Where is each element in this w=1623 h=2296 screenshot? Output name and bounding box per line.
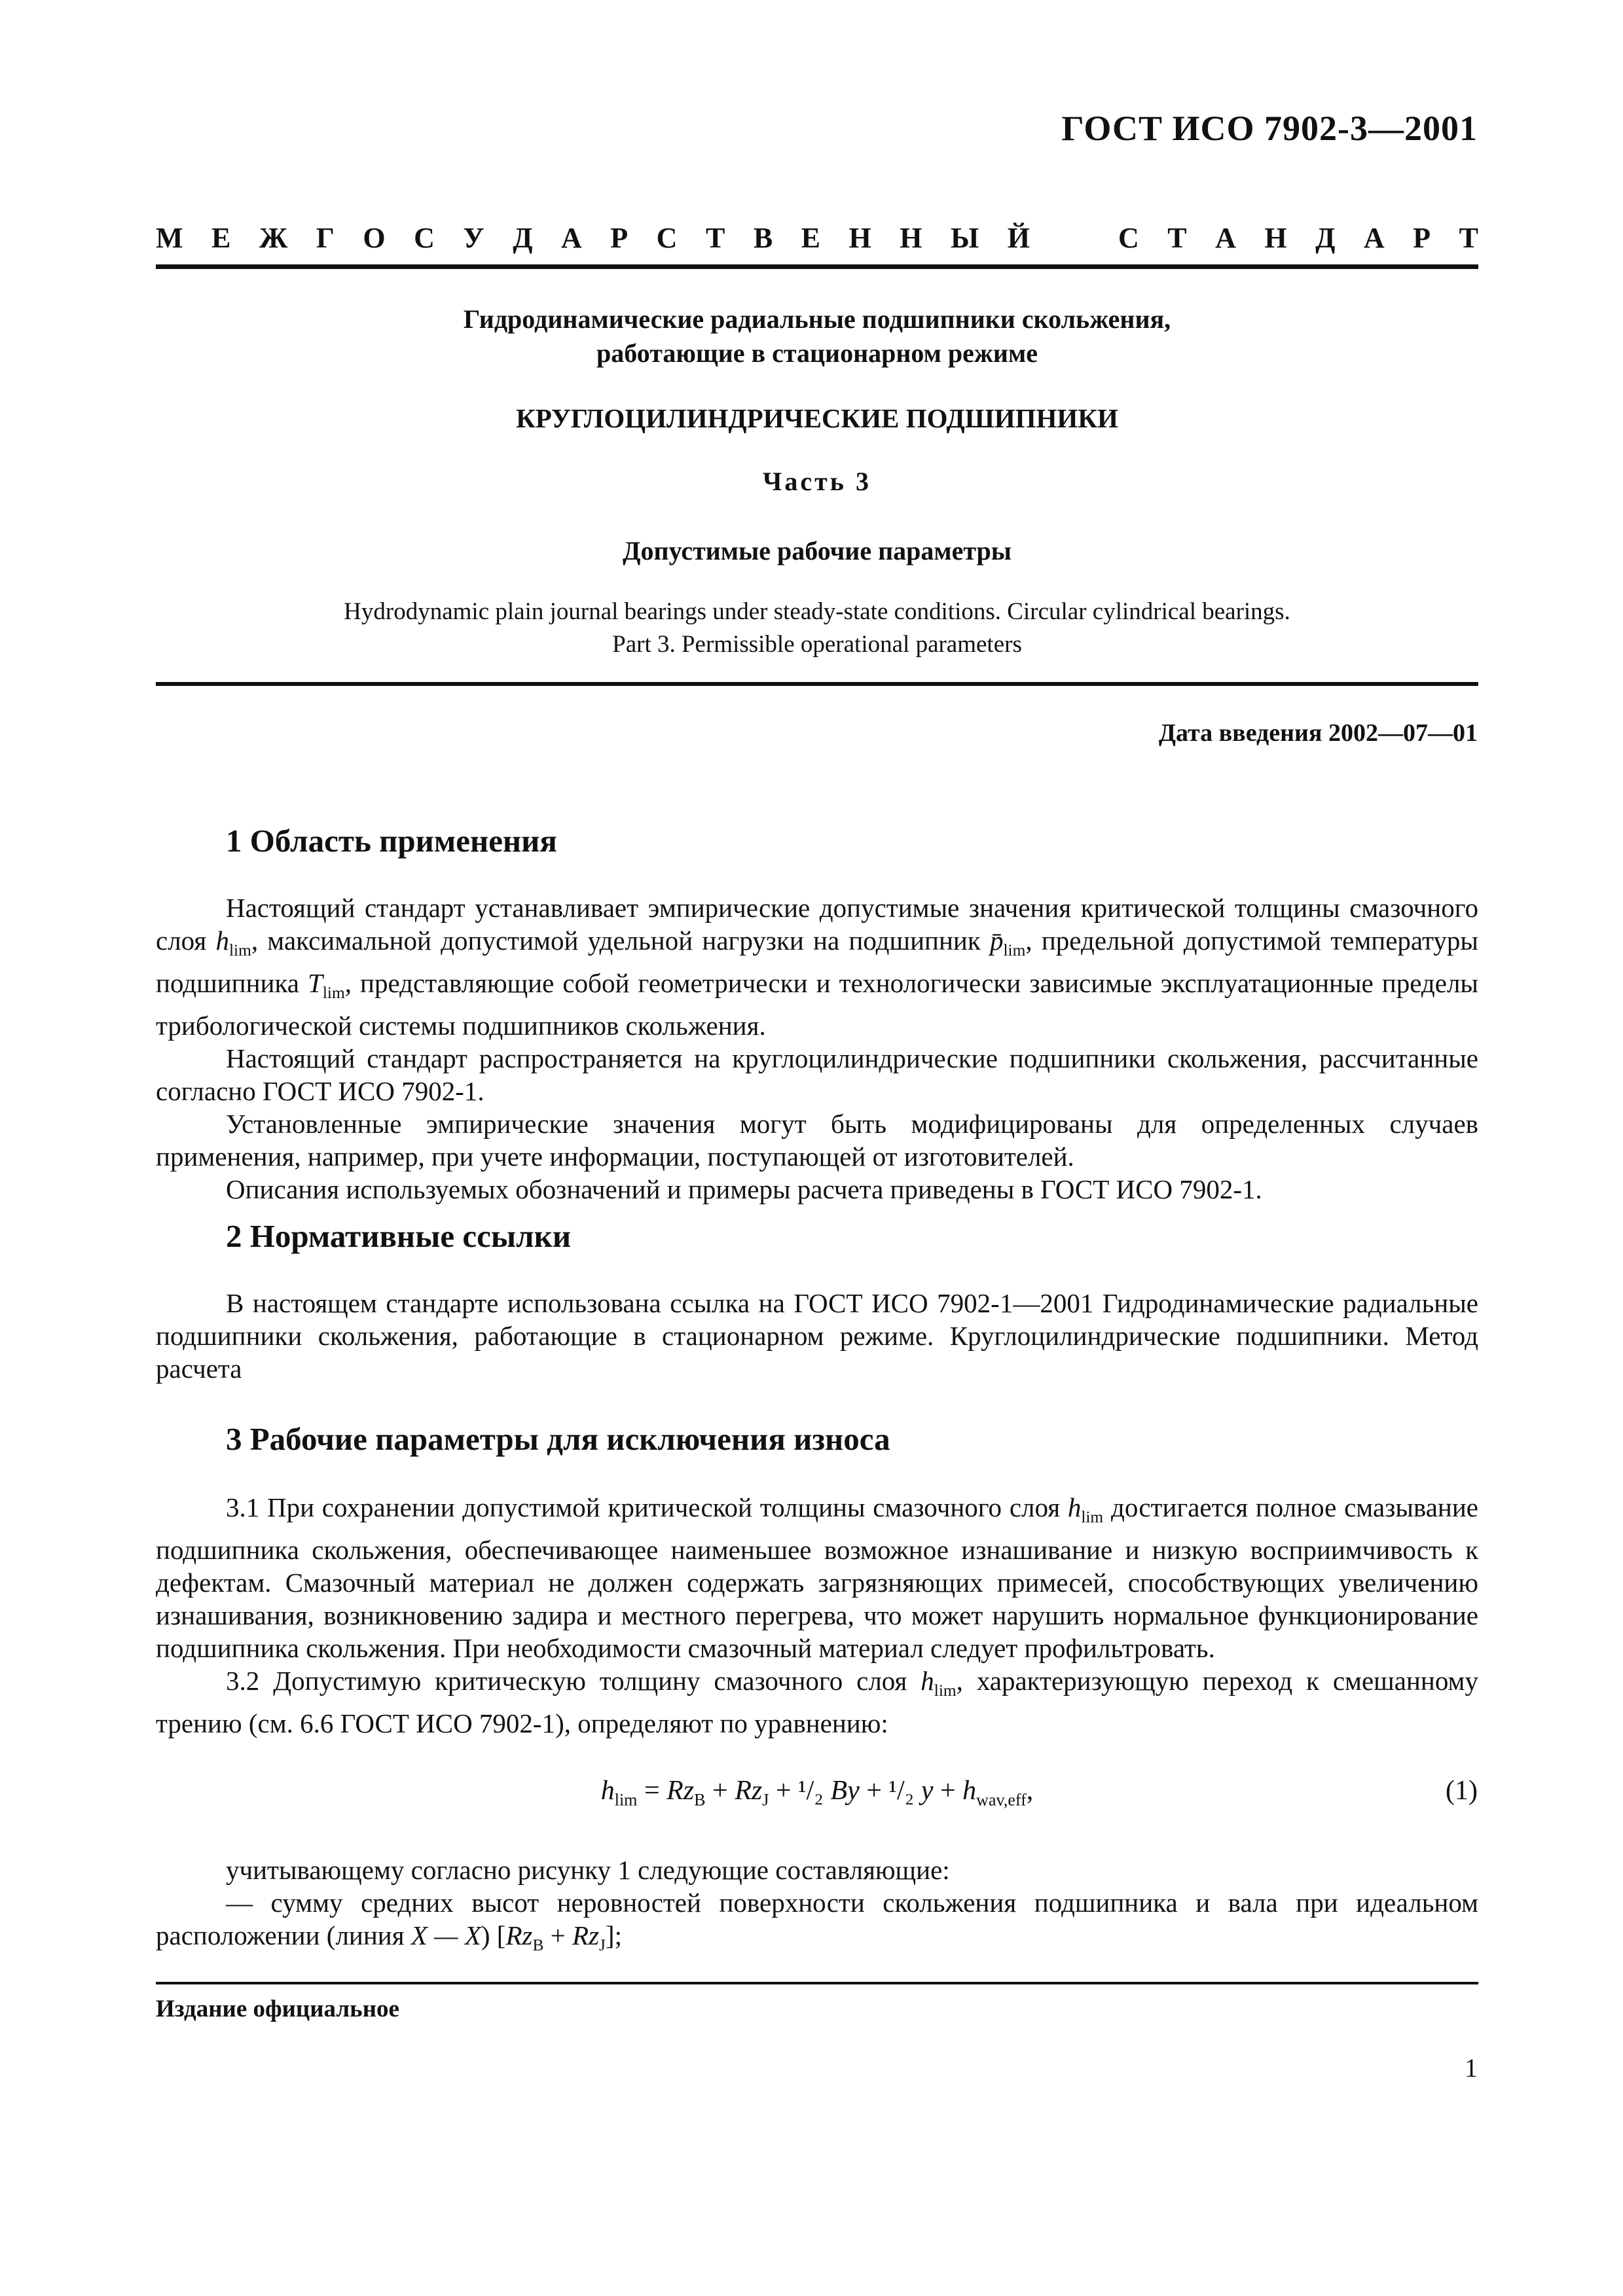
banner-letter: М xyxy=(156,222,183,254)
english-title-line-2: Part 3. Permissible operational parameters xyxy=(612,631,1022,658)
section-3-continuation xyxy=(156,1854,1478,1962)
section-2-body xyxy=(156,1287,1478,1385)
paragraph-3-1: 3.1 При сохранении допустимой критической толщины смазочного слоя $h_{lim}$ достигается полное смазывание подшипника скольжения, обеспечивающее наименьшее возможное изнашивание и низкую восприимчивость к дефектам. Смазочный материал не должен содержать загрязняющих примесей, способствующих увеличению изнашивания, возникновению задира и местного перегрева, что может нарушить нормальное функционирование подшипника скольжения. При необходимости смазочный материал следует профильтровать. xyxy=(156,1492,1478,1664)
document-title xyxy=(156,302,1478,370)
banner-letter: У xyxy=(463,222,484,254)
banner-letter: Т xyxy=(1167,222,1187,254)
title-rule xyxy=(156,682,1478,686)
paragraph-3-2: 3.2 Допустимую критическую толщину смазочного слоя $h_{lim}$, характеризующую переход к смешанному трению (см. 6.6 ГОСТ ИСО 7902-1), определяют по уравнению: xyxy=(156,1666,1478,1739)
banner-letter: Е xyxy=(211,222,231,254)
banner-letter: С xyxy=(414,222,435,254)
banner-letter: О xyxy=(363,222,386,254)
formula-number: (1) xyxy=(1446,1776,1478,1806)
banner-letter: Н xyxy=(900,222,922,254)
official-edition-label: Издание официальное xyxy=(156,1996,399,2022)
section-1-paragraph-3: Установленные эмпирические значения могут быть модифицированы для определенных случаев применения, например, при учете информации, поступающей от изготовителей. xyxy=(156,1109,1478,1172)
section-1-paragraph-2: Настоящий стандарт распространяется на круглоцилиндрические подшипники скольжения, рассчитанные согласно ГОСТ ИСО 7902-1. xyxy=(156,1043,1478,1107)
banner-letter: Е xyxy=(801,222,821,254)
part-label: Часть 3 xyxy=(763,467,871,496)
banner-letter: В xyxy=(753,222,773,254)
english-title-line-1: Hydrodynamic plain journal bearings under steady-state conditions. Circular cylindrical bearings. xyxy=(344,598,1290,625)
component-item-1: — сумму средних высот неровностей поверхности скольжения подшипника и вала при идеальном расположении (линия X — X) $[Rz_B + Rz_J]$; xyxy=(156,1888,1478,1955)
section-3-heading: 3 Рабочие параметры для исключения износа xyxy=(226,1421,890,1457)
section-2-paragraph-1: В настоящем стандарте использована ссылка на ГОСТ ИСО 7902-1—2001 Гидродинамические радиальные подшипники скольжения, работающие в стационарном режиме. Круглоцилиндрические подшипники. Метод расчета xyxy=(156,1288,1478,1384)
document-subtitle: КРУГЛОЦИЛИНДРИЧЕСКИЕ ПОДШИПНИКИ xyxy=(516,403,1118,433)
title-line-1: Гидродинамические радиальные подшипники скольжения, xyxy=(463,304,1171,334)
banner-word-gap xyxy=(1058,221,1089,255)
banner-letter: Й xyxy=(1007,222,1030,254)
formula-1: $h_{lim} = Rz_B + Rz_J + ^1/_2$ By + ¹/₂ $y + h_{wav,eff}$, xyxy=(600,1776,1034,1810)
banner-letter: Ы xyxy=(951,222,979,254)
banner-letter: Т xyxy=(1459,222,1478,254)
document-id: ГОСТ ИСО 7902-3—2001 xyxy=(1061,109,1478,148)
section-1-heading: 1 Область применения xyxy=(226,823,557,859)
banner-letter: А xyxy=(561,222,582,254)
introduction-date: Дата введения 2002—07—01 xyxy=(1158,719,1478,747)
banner-letter: А xyxy=(1363,222,1385,254)
interstate-standard-banner xyxy=(156,221,1478,255)
banner-letter: Д xyxy=(1315,222,1336,254)
header-rule xyxy=(156,264,1478,269)
banner-letter: Т xyxy=(705,222,725,254)
banner-letter: С xyxy=(1118,222,1139,254)
banner-letter: Н xyxy=(848,222,871,254)
footer-rule xyxy=(156,1982,1478,1984)
banner-letter: С xyxy=(656,222,678,254)
english-title xyxy=(156,596,1478,661)
banner-letter: Р xyxy=(610,222,629,254)
section-1-paragraph-1: Настоящий стандарт устанавливает эмпирические допустимые значения критической толщины смазочного слоя $h_{lim}$, максимальной допустимой удельной нагрузки на подшипник $p̄_{lim}$, предельной допустимой температуры подшипника $T_{lim}$, представляющие собой геометрически и технологически зависимые эксплуатационные пределы трибологической системы подшипников скольжения. xyxy=(156,893,1478,1041)
banner-letter: Н xyxy=(1264,222,1287,254)
section-1-body xyxy=(156,891,1478,1206)
page-number: 1 xyxy=(1465,2053,1478,2083)
part-title: Допустимые рабочие параметры xyxy=(623,536,1012,565)
banner-letter: А xyxy=(1215,222,1236,254)
banner-letter: Р xyxy=(1413,222,1431,254)
banner-letter: Д xyxy=(513,222,533,254)
section-1-paragraph-4: Описания используемых обозначений и примеры расчета приведены в ГОСТ ИСО 7902-1. xyxy=(226,1174,1262,1205)
banner-letter: Г xyxy=(316,222,335,254)
title-line-2: работающие в стационарном режиме xyxy=(596,338,1038,368)
banner-letter: Ж xyxy=(259,222,288,254)
section-2-heading: 2 Нормативные ссылки xyxy=(226,1218,572,1254)
after-formula-text: учитывающему согласно рисунку 1 следующие составляющие: xyxy=(226,1855,950,1885)
section-3-body xyxy=(156,1491,1478,1740)
